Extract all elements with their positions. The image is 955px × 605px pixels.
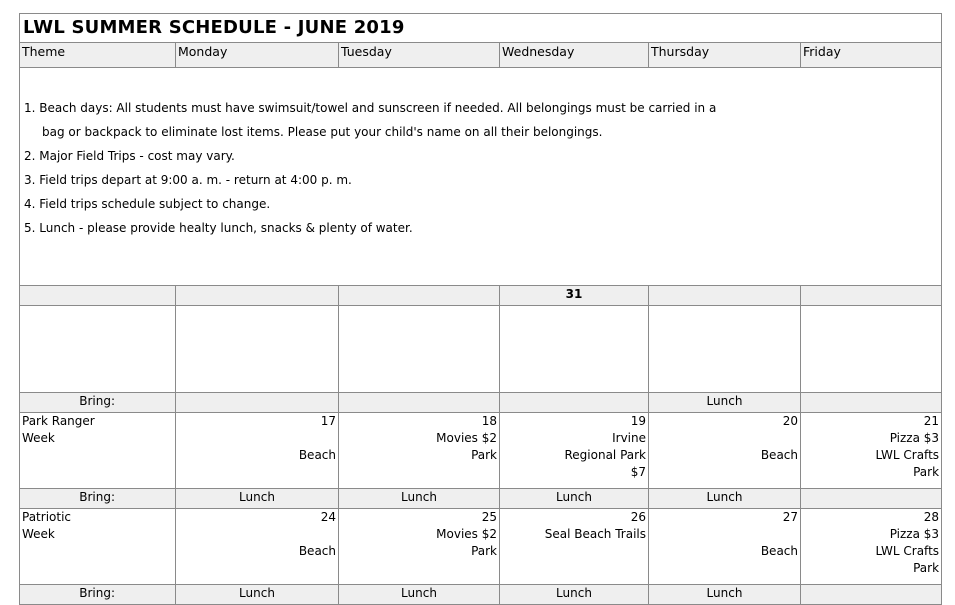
bring-wed-week1: Lunch [500,489,649,509]
bring-tue-week2: Lunch [339,585,500,605]
theme-line: Week [22,527,55,541]
day-activity: Beach [760,544,798,558]
day-activity: Irvine [612,431,646,445]
day-activity: Beach [298,448,336,462]
theme-line: Week [22,431,55,445]
activity-row-week0 [20,306,942,393]
header-tuesday: Tuesday [339,43,500,68]
day-date: 21 [923,414,940,428]
bring-row-week1 [20,489,942,509]
day-date: 28 [923,510,940,524]
day-activity: Park [913,561,940,575]
activity-row-week2 [20,509,942,585]
schedule-sheet [19,13,941,605]
day-cell-wed-week2 [500,509,649,585]
day-activity: Pizza $3 [889,527,940,541]
bring-label: Bring: [20,393,176,413]
header-friday: Friday [801,43,942,68]
day-activity: LWL Crafts [875,448,940,462]
day-activity: Regional Park [564,448,646,462]
activity-row-week1 [20,413,942,489]
header-thursday: Thursday [649,43,801,68]
day-cell-fri-week2 [801,509,942,585]
date-row-week0 [20,286,942,306]
day-cell-wed-week1 [500,413,649,489]
header-wednesday: Wednesday [500,43,649,68]
note-5: 5. Lunch - please provide healty lunch, snacks & plenty of water. [24,221,413,235]
day-activity: LWL Crafts [875,544,940,558]
day-cell-tue-week2 [339,509,500,585]
day-activity: $7 [630,465,646,479]
day-activity: Park [471,448,497,462]
day-activity: Beach [298,544,336,558]
header-theme: Theme [20,43,176,68]
notes-block [20,68,942,286]
bring-row-week2 [20,585,942,605]
note-1: 1. Beach days: All students must have swimsuit/towel and sunscreen if needed. All belongings must be carried in a [24,101,717,115]
day-activity: Park [471,544,497,558]
theme-line: Park Ranger [22,414,95,428]
bring-thu-week1: Lunch [649,489,801,509]
bring-fri-week1 [801,489,942,509]
bring-label: Bring: [20,585,176,605]
day-date: 17 [320,414,336,428]
day-activity: Park [913,465,940,479]
day-date: 19 [630,414,646,428]
bring-row-week0 [20,393,942,413]
day-date: 18 [481,414,497,428]
note-4: 4. Field trips schedule subject to change. [24,197,271,211]
note-1-continued: bag or backpack to eliminate lost items. Please put your child's name on all their belongings. [42,125,603,139]
page-title: LWL SUMMER SCHEDULE - JUNE 2019 [20,14,942,43]
note-2: 2. Major Field Trips - cost may vary. [24,149,235,163]
day-activity: Movies $2 [436,431,497,445]
bring-mon-week2: Lunch [176,585,339,605]
day-cell-thu-week1 [649,413,801,489]
day-cell-tue-week1 [339,413,500,489]
header-row [20,43,942,68]
bring-wed-week2: Lunch [500,585,649,605]
day-cell-mon-week1 [176,413,339,489]
day-date: 27 [782,510,798,524]
day-date: 24 [320,510,336,524]
day-date: 20 [782,414,798,428]
theme-week2 [20,509,176,585]
day-activity: Pizza $3 [889,431,940,445]
day-activity: Seal Beach Trails [544,527,646,541]
date-wed-week0: 31 [500,286,649,306]
header-monday: Monday [176,43,339,68]
bring-fri-week2 [801,585,942,605]
bring-thu-week2: Lunch [649,585,801,605]
day-cell-fri-week1 [801,413,942,489]
day-cell-thu-week2 [649,509,801,585]
day-activity: Movies $2 [436,527,497,541]
day-date: 25 [481,510,497,524]
bring-label: Bring: [20,489,176,509]
day-cell-mon-week2 [176,509,339,585]
schedule-table [19,13,942,605]
theme-line: Patriotic [22,510,72,524]
day-activity: Beach [760,448,798,462]
bring-tue-week1: Lunch [339,489,500,509]
note-3: 3. Field trips depart at 9:00 a. m. - return at 4:00 p. m. [24,173,352,187]
bring-mon-week1: Lunch [176,489,339,509]
day-date: 26 [630,510,646,524]
bring-thu-week0: Lunch [649,393,801,413]
theme-week1 [20,413,176,489]
